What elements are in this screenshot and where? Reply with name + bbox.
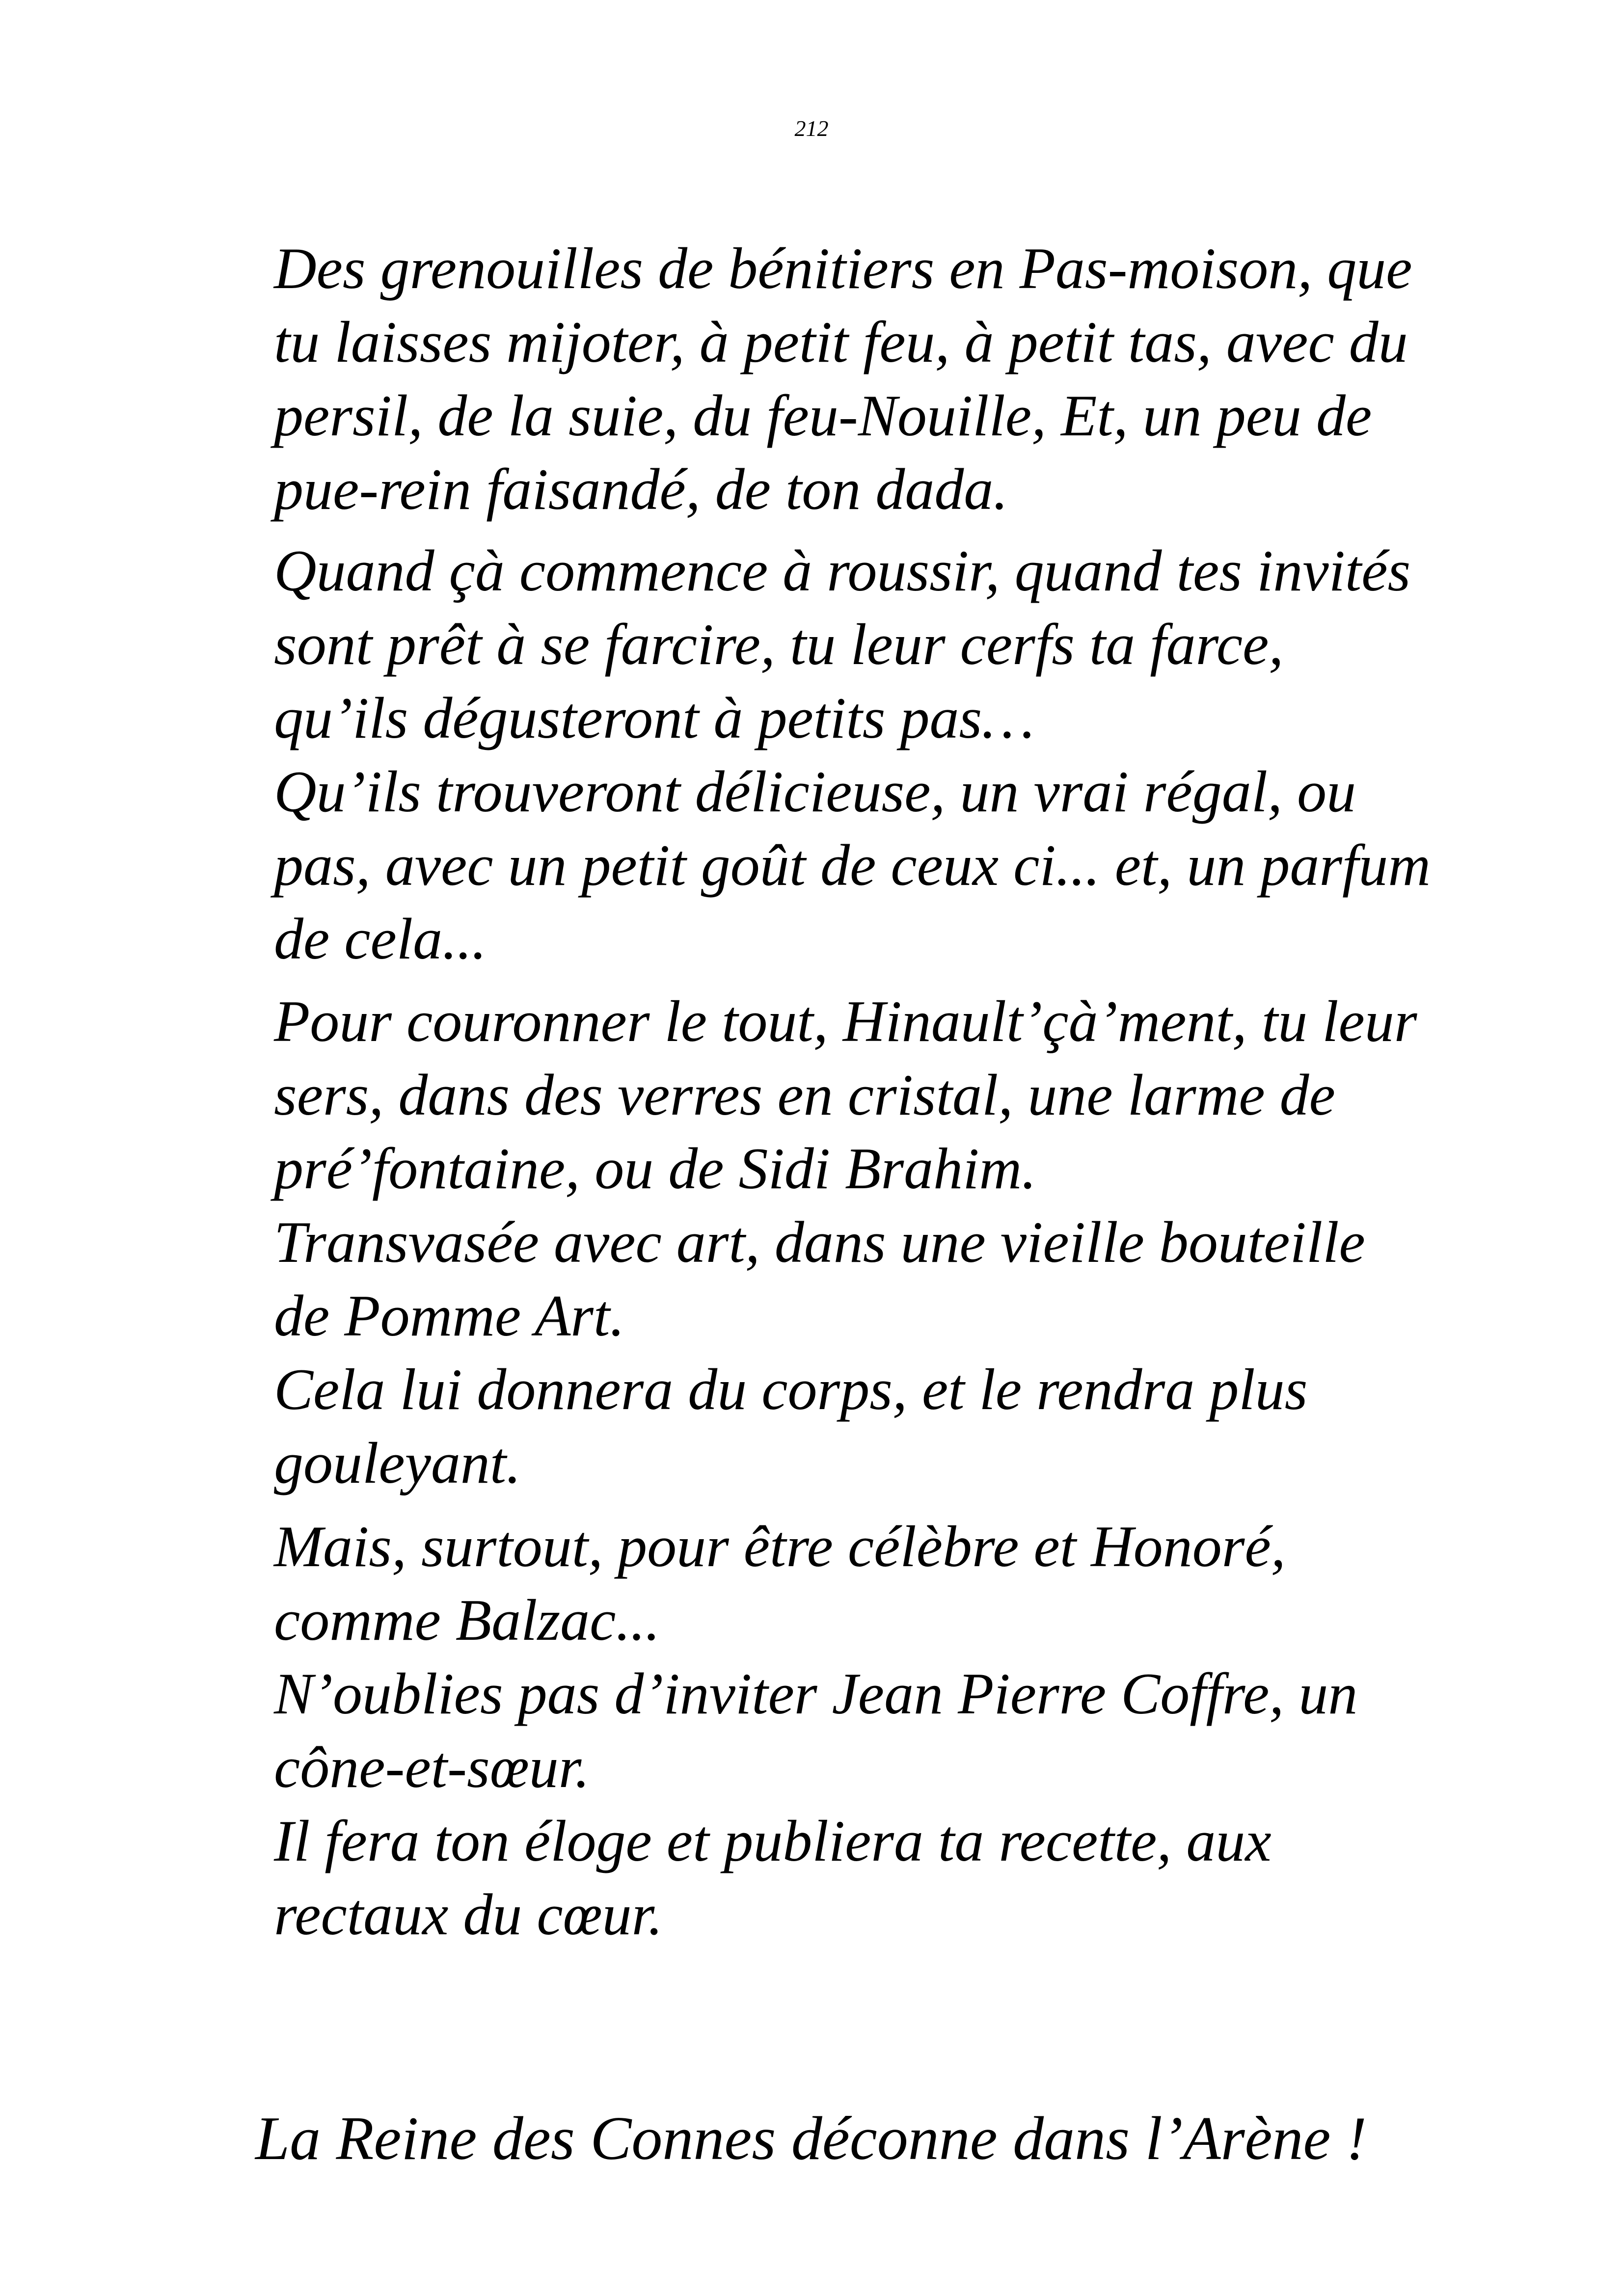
paragraph-3 xyxy=(274,985,1531,1500)
text-line: Qu’ils trouveront délicieuse, un vrai régal, ou xyxy=(274,759,1356,824)
text-line: sont prêt à se farcire, tu leur cerfs ta farce, xyxy=(274,612,1284,677)
paragraph-2 xyxy=(274,534,1531,976)
text-line: de Pomme Art. xyxy=(274,1283,625,1348)
text-line: persil, de la suie, du feu-Nouille, Et, un peu de xyxy=(274,383,1372,448)
text-line: rectaux du cœur. xyxy=(274,1882,663,1947)
paragraph-4 xyxy=(274,1510,1531,1951)
text-line: tu laisses mijoter, à petit feu, à petit tas, avec du xyxy=(274,309,1408,374)
text-line: gouleyant. xyxy=(274,1430,521,1495)
text-line: Quand çà commence à roussir, quand tes invités xyxy=(274,538,1411,603)
footer-title: La Reine des Connes déconne dans l’Arène ! xyxy=(255,2105,1367,2173)
text-line: Des grenouilles de bénitiers en Pas-moison, que xyxy=(274,236,1412,301)
text-line: cône-et-sœur. xyxy=(274,1735,590,1800)
text-line: qu’ils dégusteront à petits pas… xyxy=(274,685,1034,750)
paragraph-1 xyxy=(274,232,1531,526)
text-line: Pour couronner le tout, Hinault’çà’ment, tu leur xyxy=(274,988,1417,1054)
text-line: Mais, surtout, pour être célèbre et Honoré, xyxy=(274,1514,1286,1579)
text-line: N’oublies pas d’inviter Jean Pierre Coffre, un xyxy=(274,1661,1358,1726)
text-line: de cela... xyxy=(274,906,487,971)
text-line: pas, avec un petit goût de ceux ci... et, un parfum xyxy=(274,832,1431,898)
page-number: 212 xyxy=(794,116,829,141)
text-line: sers, dans des verres en cristal, une larme de xyxy=(274,1062,1335,1127)
text-line: Cela lui donnera du corps, et le rendra plus xyxy=(274,1357,1308,1422)
text-line: Transvasée avec art, dans une vieille bouteille xyxy=(274,1209,1365,1275)
text-line: comme Balzac... xyxy=(274,1587,660,1653)
text-line: pré’fontaine, ou de Sidi Brahim. xyxy=(274,1136,1037,1201)
text-line: pue-rein faisandé, de ton dada. xyxy=(274,456,1008,522)
text-line: Il fera ton éloge et publiera ta recette, aux xyxy=(274,1808,1271,1873)
